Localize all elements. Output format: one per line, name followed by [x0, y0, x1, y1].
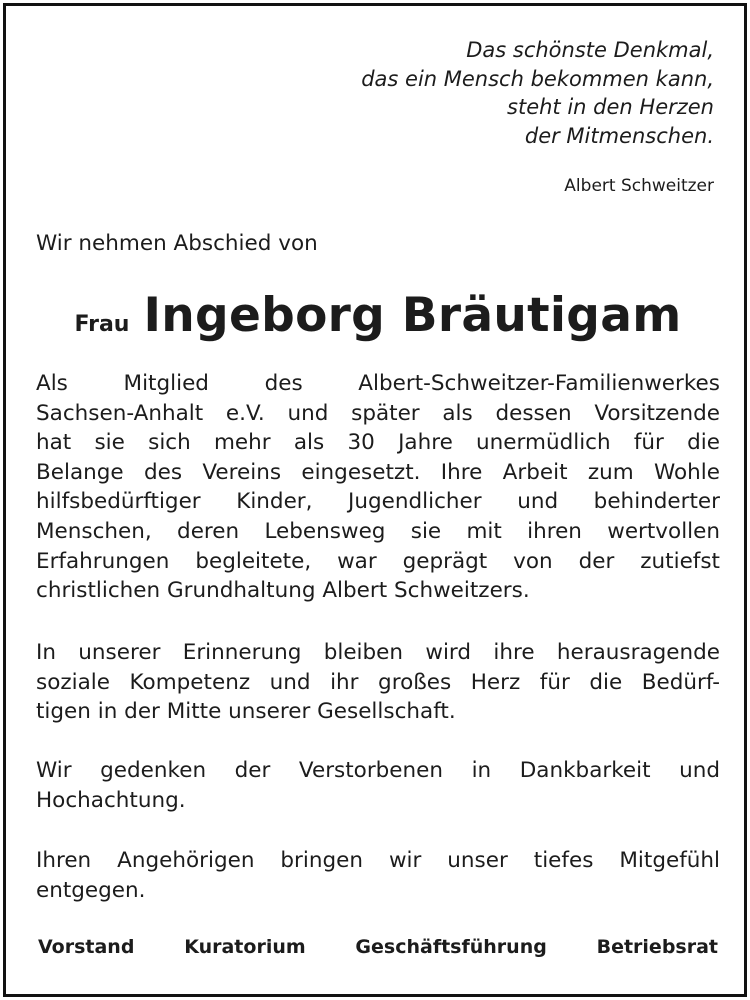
signature-row — [38, 936, 718, 958]
paragraph-line: In unserer Erinnerung bleiben wird ihre herausragende — [36, 640, 720, 665]
paragraph-line: Ihren Angehörigen bringen wir unser tiefes Mitgefühl — [36, 848, 720, 873]
paragraph-line: Wir gedenken der Verstorbenen in Dankbarkeit und — [36, 758, 720, 783]
paragraph-line: Als Mitglied des Albert-Schweitzer-Familienwerkes — [36, 371, 720, 396]
signature-kuratorium: Kuratorium — [184, 936, 306, 958]
paragraph-line: soziale Kompetenz und ihr großes Herz für die Bedürf- — [36, 669, 720, 695]
remembrance-paragraph — [36, 638, 720, 727]
paragraph-line: Hochachtung. — [36, 787, 186, 813]
quote-author: Albert Schweitzer — [564, 176, 714, 196]
quote-line: Das schönste Denkmal, — [466, 38, 714, 62]
epigraph-quote — [361, 36, 714, 150]
full-name: Ingeborg Bräutigam — [143, 288, 682, 343]
paragraph-line: entgegen. — [36, 877, 146, 903]
deceased-name — [6, 288, 750, 343]
paragraph-line: tigen in der Mitte unserer Gesellschaft. — [36, 699, 456, 725]
paragraph-line: Erfahrungen begleitete, war geprägt von der zutiefst — [36, 548, 720, 574]
paragraph-line: Belange des Vereins eingesetzt. Ihre Arbeit zum Wohle — [36, 459, 720, 485]
intro-text: Wir nehmen Abschied von — [36, 231, 318, 256]
paragraph-line: hilfsbedürftiger Kinder, Jugendlicher und behinderter — [36, 489, 720, 515]
paragraph-line: hat sie sich mehr als 30 Jahre unermüdlich für die — [36, 430, 720, 456]
condolence-paragraph — [36, 846, 720, 905]
paragraph-line: Menschen, deren Lebensweg sie mit ihren wertvollen — [36, 518, 720, 544]
signature-vorstand: Vorstand — [38, 936, 135, 958]
quote-line: der Mitmenschen. — [524, 123, 714, 148]
quote-line: das ein Mensch bekommen kann, — [361, 66, 714, 91]
paragraph-line: christlichen Grundhaltung Albert Schweitzers. — [36, 578, 530, 604]
quote-line: steht in den Herzen — [507, 95, 714, 119]
paragraph-line: Sachsen-Anhalt e.V. und später als dessen Vorsitzende — [36, 400, 720, 426]
gratitude-paragraph — [36, 756, 720, 815]
obituary-notice — [3, 3, 747, 997]
tribute-paragraph — [36, 369, 720, 606]
signature-geschaeftsfuehrung: Geschäftsführung — [355, 936, 547, 958]
salutation: Frau — [74, 312, 130, 337]
signature-betriebsrat: Betriebsrat — [596, 936, 718, 958]
